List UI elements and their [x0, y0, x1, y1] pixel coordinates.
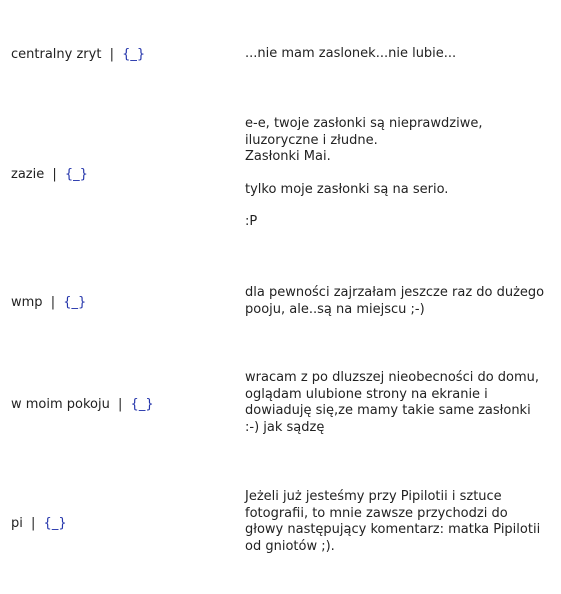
comment-author-name: centralny zryt	[11, 47, 102, 62]
comment-author-name: w moim pokoju	[11, 397, 110, 412]
comment-paragraph: tylko moje zasłonki są na serio.	[245, 181, 449, 197]
comment-author-line	[11, 397, 154, 413]
comment-author-line	[11, 516, 67, 532]
comment-paragraph: ...nie mam zaslonek...nie lubie...	[245, 46, 457, 61]
comment-permalink[interactable]: {_}	[63, 295, 87, 310]
comment-body	[245, 285, 545, 318]
comment-author-line	[11, 47, 145, 63]
comment-author-name: zazie	[11, 167, 45, 182]
comment-author-name: pi	[11, 516, 23, 531]
comment-body	[245, 46, 545, 63]
comment-paragraph: :P	[245, 214, 258, 229]
comment-author-line	[11, 295, 86, 311]
comment-author-name: wmp	[11, 295, 43, 310]
comment-permalink[interactable]: {_}	[130, 397, 154, 412]
comment-permalink[interactable]: {_}	[64, 167, 88, 182]
comment-paragraph: e-e, twoje zasłonki są nieprawdziwe, iluzoryczne i złudne. Zasłonki Mai.	[245, 116, 483, 164]
author-separator: |	[118, 397, 123, 412]
author-separator: |	[50, 295, 56, 310]
comment-author-line	[11, 167, 88, 183]
comment-paragraph: wracam z po dluzszej nieobecności do domu, oglądam ulubione strony na ekranie i dowiaduję się,ze mamy takie same zasłonki :-) jak sądzę	[245, 370, 540, 435]
comment-body	[245, 370, 545, 436]
comment-body	[245, 489, 545, 555]
comment-permalink[interactable]: {_}	[122, 47, 146, 62]
comment-paragraph: Jeżeli już jesteśmy przy Pipilotii i sztuce fotografii, to mnie zawsze przychodzi do głowy następujący komentarz: matka Pipilotii od gniotów ;).	[245, 489, 541, 554]
comment-body	[245, 116, 545, 231]
comment-paragraph: dla pewności zajrzałam jeszcze raz do dużego pooju, ale..są na miejscu ;-)	[245, 285, 545, 317]
author-separator: |	[109, 47, 114, 62]
author-separator: |	[31, 516, 36, 531]
author-separator: |	[52, 167, 57, 182]
comment-permalink[interactable]: {_}	[43, 516, 67, 531]
